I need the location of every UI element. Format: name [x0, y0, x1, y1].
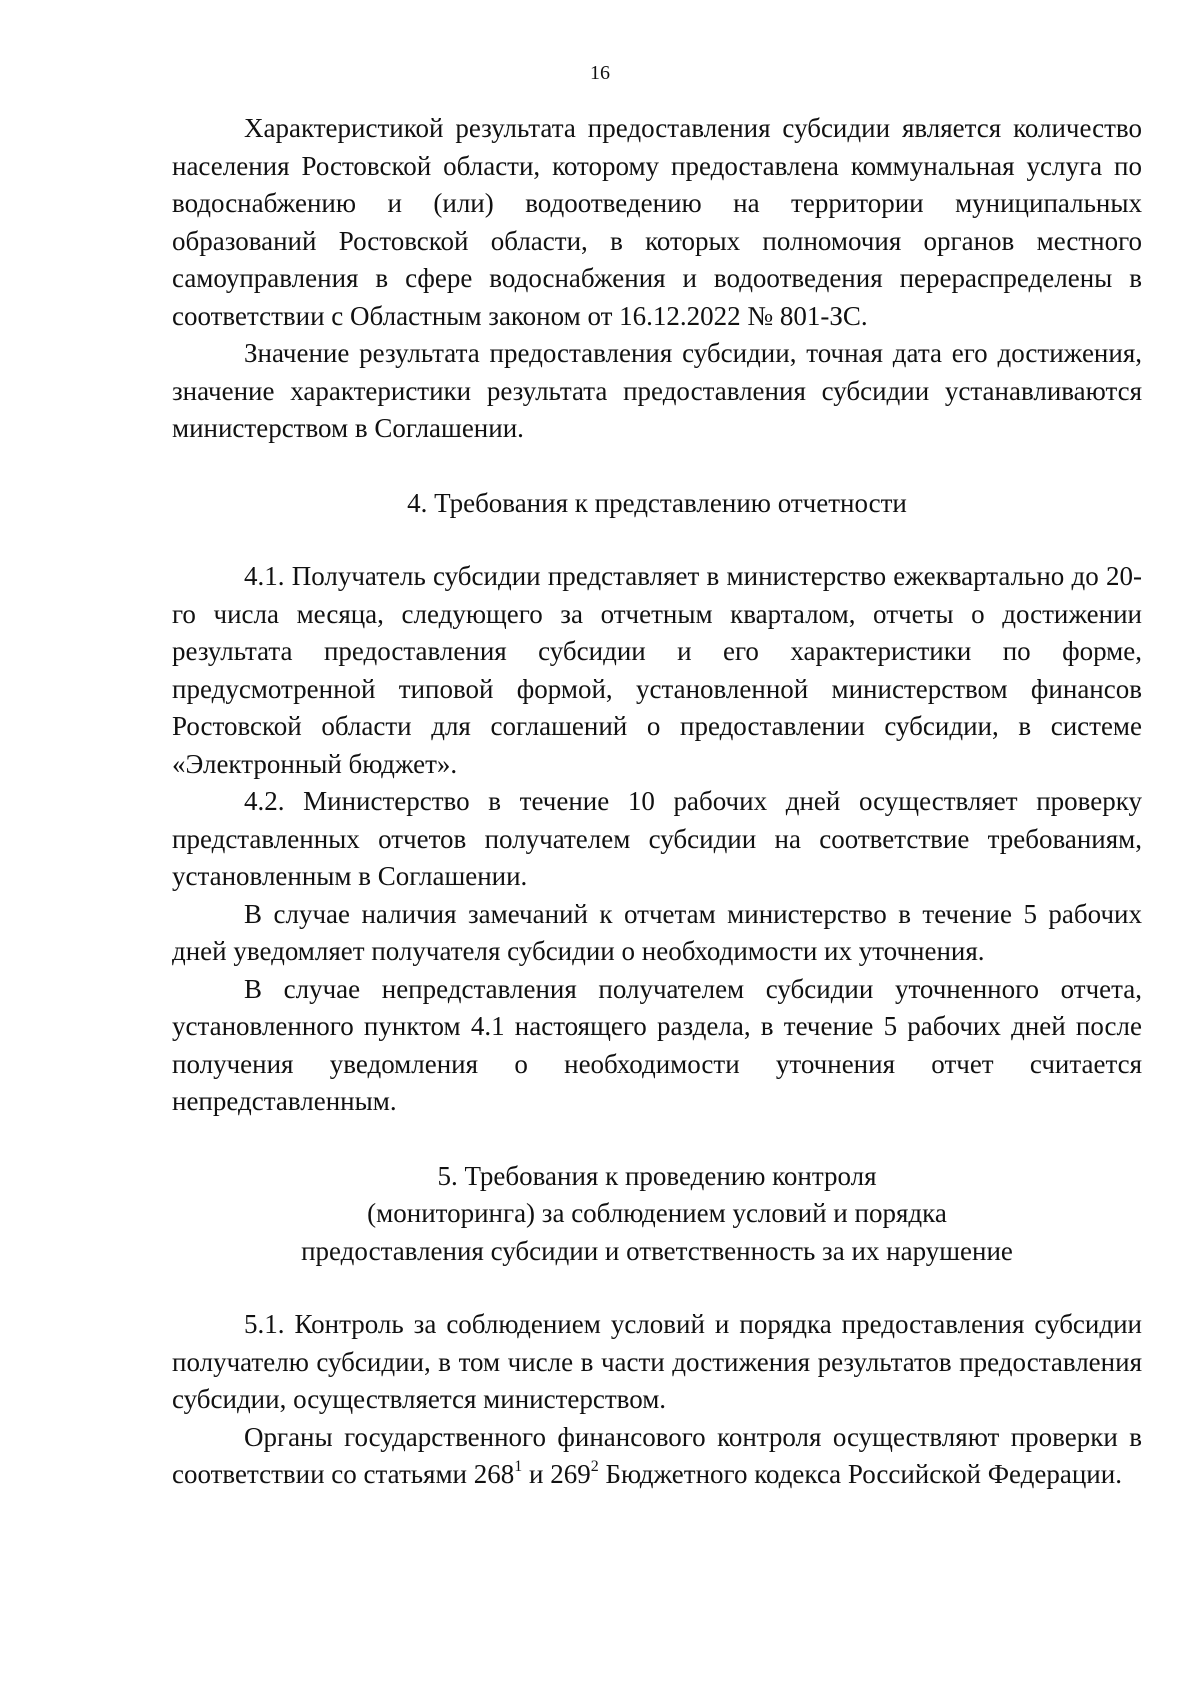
- financial-control-text-3: Бюджетного кодекса Российской Федерации.: [598, 1459, 1122, 1489]
- article-269-superscript: 2: [590, 1458, 599, 1475]
- paragraph-remarks: В случае наличия замечаний к отчетам министерство в течение 5 рабочих дней уведомляет получателя субсидии о необходимости их уточнения.: [172, 898, 1142, 966]
- paragraph-4-1: 4.1. Получатель субсидии представляет в министерство ежеквартально до 20-го числа месяца, следующего за отчетным кварталом, отчеты о достижении результата предоставления субсидии и его характеристики по форме, предусмотренной типовой формой, установленной министерством финансов Ростовской области для соглашений о предоставлении субсидии, в системе «Электронный бюджет».: [172, 561, 1142, 779]
- section-5-heading: [172, 1158, 1142, 1271]
- financial-control-text-1: Органы государственного финансового контроля осуществляют проверки в соответствии со статьями 268: [172, 1421, 1142, 1489]
- section-5-heading-line-2: (мониторинга) за соблюдением условий и порядка: [367, 1198, 947, 1228]
- section-5-heading-line-3: предоставления субсидии и ответственность за их нарушение: [301, 1235, 1013, 1266]
- section-4-heading: 4. Требования к представлению отчетности: [407, 487, 907, 518]
- paragraph-5-1: 5.1. Контроль за соблюдением условий и порядка предоставления субсидии получателю субсидии, в том числе в части достижения результатов предоставления субсидии, осуществляется министерством.: [172, 1309, 1142, 1414]
- article-268-superscript: 1: [514, 1458, 523, 1475]
- document-body: [172, 110, 1142, 1494]
- page-number: 16: [590, 62, 610, 84]
- paragraph-4-2: 4.2. Министерство в течение 10 рабочих дней осуществляет проверку представленных отчетов получателем субсидии на соответствие требованиям, установленным в Соглашении.: [172, 786, 1142, 891]
- section-5-heading-line-1: 5. Требования к проведению контроля: [437, 1160, 877, 1191]
- paragraph-financial-control: [172, 1419, 1142, 1494]
- paragraph-non-submission: В случае непредставления получателем субсидии уточненного отчета, установленного пунктом 4.1 настоящего раздела, в течение 5 рабочих дней после получения уведомления о необходимости уточнения отчет считается непредставленным.: [172, 973, 1142, 1116]
- paragraph-result-value: Значение результата предоставления субсидии, точная дата его достижения, значение характеристики результата предоставления субсидии устанавливаются министерством в Соглашении.: [172, 338, 1142, 443]
- financial-control-text-2: и 269: [522, 1459, 591, 1489]
- paragraph-result-characteristic: Характеристикой результата предоставления субсидии является количество населения Ростовской области, которому предоставлена коммунальная услуга по водоснабжению и (или) водоотведению на территории муниципальных образований Ростовской области, в которых полномочия органов местного самоуправления в сфере водоснабжения и водоотведения перераспределены в соответствии с Областным законом от 16.12.2022 № 801-ЗС.: [172, 113, 1142, 331]
